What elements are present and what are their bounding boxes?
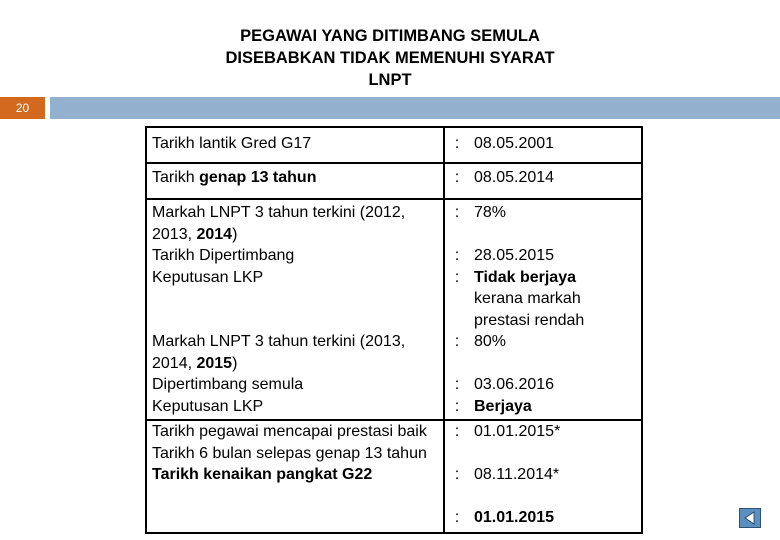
reconsider-date: 03.06.2016 bbox=[474, 376, 555, 393]
promotion-label: Tarikh kenaikan pangkat G22 bbox=[152, 466, 373, 483]
table-row bbox=[146, 420, 642, 533]
row-separator: : bbox=[454, 466, 460, 483]
table-row bbox=[146, 163, 642, 199]
row-label bbox=[146, 163, 444, 199]
label-bold: genap 13 tahun bbox=[199, 169, 317, 186]
data-table bbox=[145, 126, 643, 534]
row-label bbox=[146, 199, 444, 420]
performance-label: Tarikh pegawai mencapai prestasi baik bbox=[152, 423, 427, 440]
title-line-3: LNPT bbox=[368, 71, 412, 89]
row-separator: : bbox=[454, 509, 460, 526]
decision-value: Tidak berjaya bbox=[474, 268, 576, 286]
lnpt-label-2: Markah LNPT 3 tahun terkini (2013, 2014, 2015) bbox=[152, 333, 406, 372]
back-arrow-icon[interactable] bbox=[739, 508, 761, 528]
promotion-date: 01.01.2015 bbox=[474, 509, 555, 526]
decision-value-2: Berjaya bbox=[474, 397, 532, 415]
header-bar bbox=[50, 97, 780, 119]
six-month-label: Tarikh 6 bulan selepas genap 13 tahun bbox=[152, 444, 427, 462]
consider-date: 28.05.2015 bbox=[474, 247, 555, 264]
row-separator: : bbox=[454, 247, 460, 264]
row-separator: : bbox=[454, 376, 460, 393]
label-part: Tarikh bbox=[152, 169, 200, 186]
lnpt-value-2: 80% bbox=[474, 333, 507, 350]
slide-title bbox=[150, 25, 630, 91]
table-row bbox=[146, 199, 642, 420]
row-separator: : bbox=[444, 163, 469, 199]
slide-number: 20 bbox=[0, 97, 45, 119]
performance-date: 01.01.2015* bbox=[474, 423, 561, 440]
consider-label: Tarikh Dipertimbang bbox=[152, 247, 295, 264]
row-label: Tarikh lantik Gred G17 bbox=[146, 127, 444, 163]
decision-label-2: Keputusan LKP bbox=[152, 397, 264, 415]
decision-reason: kerana markah prestasi rendah bbox=[474, 290, 585, 329]
row-separator: : bbox=[454, 333, 460, 350]
row-separator: : bbox=[454, 204, 460, 221]
row-separator: : bbox=[454, 423, 460, 440]
row-separator: : bbox=[454, 397, 460, 415]
reconsider-label: Dipertimbang semula bbox=[152, 376, 304, 393]
lnpt-label-1: Markah LNPT 3 tahun terkini (2012, 2013, 2014) bbox=[152, 204, 406, 243]
six-month-date: 08.11.2014* bbox=[474, 466, 560, 483]
row-value: 08.05.2001 bbox=[469, 127, 642, 163]
row-value: 08.05.2014 bbox=[469, 163, 642, 199]
lnpt-value-1: 78% bbox=[474, 204, 507, 221]
row-separator: : bbox=[454, 268, 460, 286]
table-row bbox=[146, 127, 642, 163]
row-separator: : bbox=[444, 127, 469, 163]
decision-label: Keputusan LKP bbox=[152, 268, 264, 286]
title-line-2: DISEBABKAN TIDAK MEMENUHI SYARAT bbox=[225, 49, 555, 67]
title-line-1: PEGAWAI YANG DITIMBANG SEMULA bbox=[240, 27, 540, 45]
